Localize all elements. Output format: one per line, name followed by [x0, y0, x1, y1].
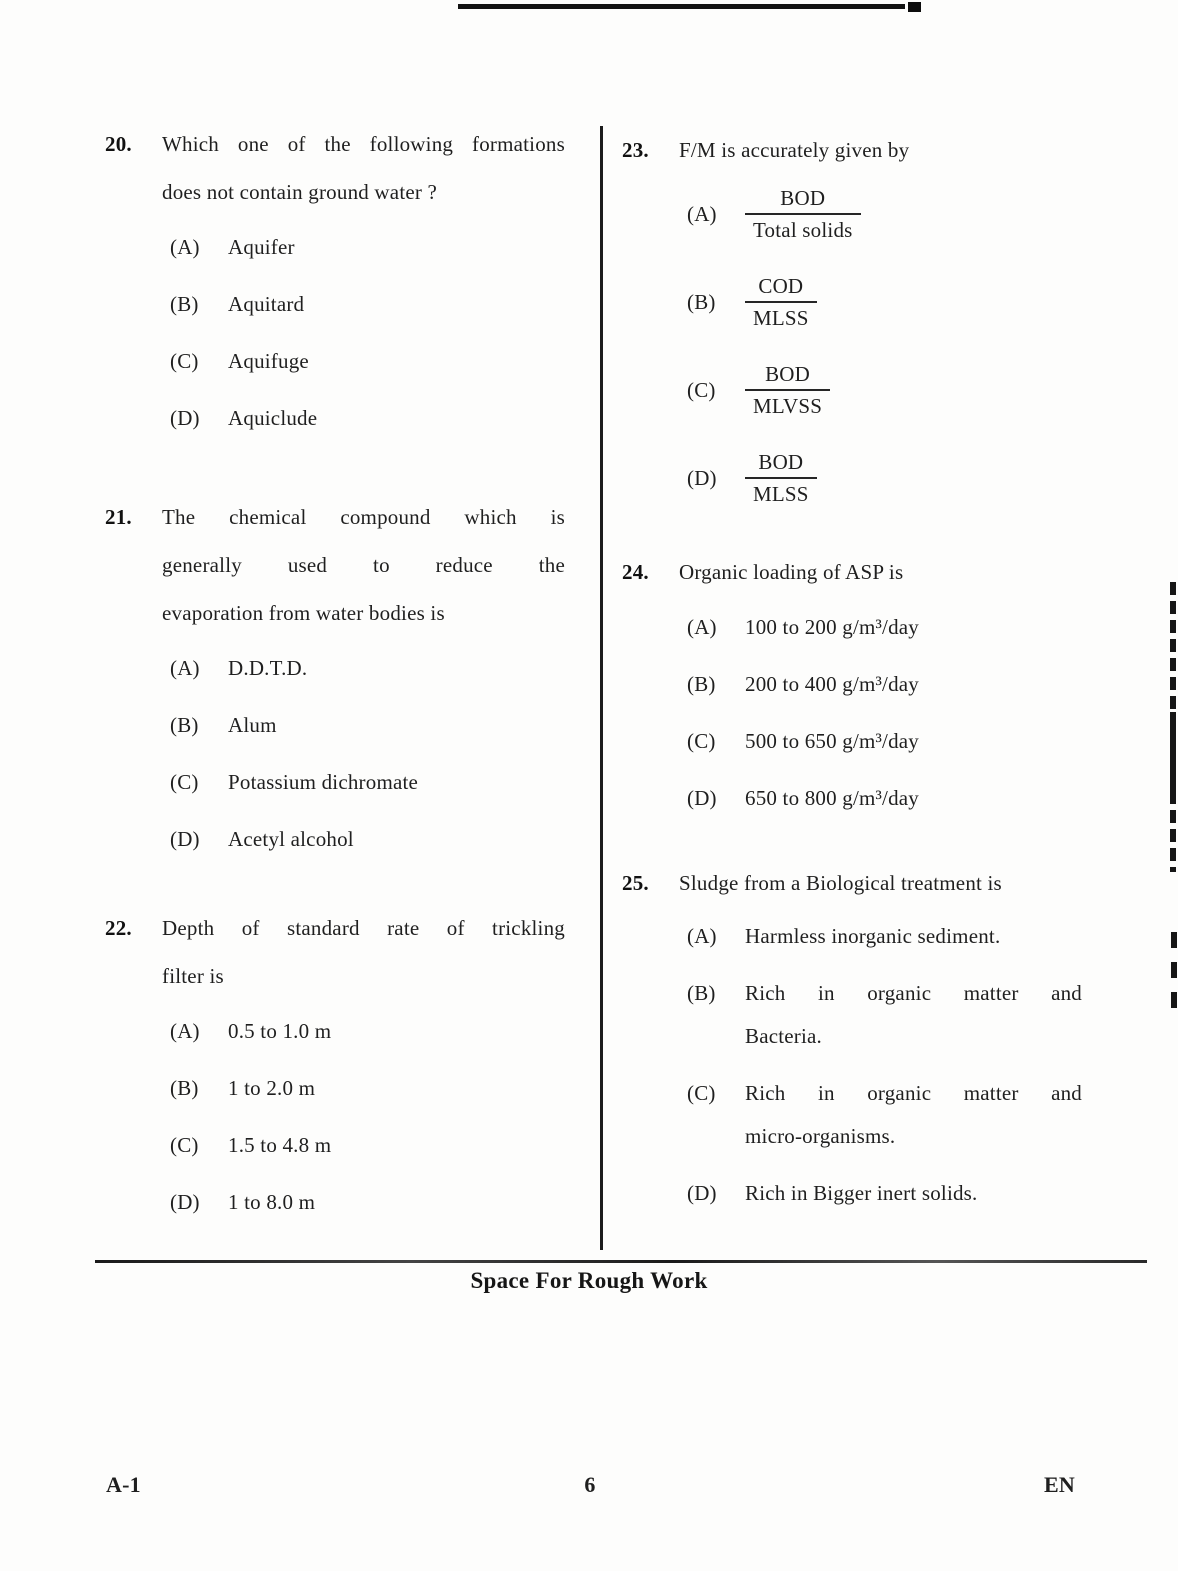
question-text-line: Which one of the following formations	[162, 132, 565, 156]
option-label: (A)	[687, 615, 717, 639]
option-label: (C)	[687, 729, 716, 753]
question-text-line: evaporation from water bodies is	[162, 601, 445, 625]
question-text-line: F/M is accurately given by	[679, 138, 910, 162]
fraction-denominator: MLSS	[753, 306, 809, 330]
option-a	[170, 1010, 565, 1053]
options-list	[170, 1010, 565, 1224]
question-text-line: The chemical compound which is	[162, 505, 565, 529]
option-text-line: Rich in organic matter and	[745, 1081, 1082, 1105]
option-text-line: micro-organisms.	[745, 1124, 896, 1148]
rough-work-divider-line	[95, 1260, 1147, 1263]
column-divider-line	[600, 126, 603, 1250]
option-d	[687, 448, 1082, 508]
option-label: (A)	[170, 235, 200, 259]
question-number: 23.	[622, 138, 649, 162]
question-number: 24.	[622, 560, 649, 584]
option-label: (C)	[170, 770, 199, 794]
question-text-line: Sludge from a Biological treatment is	[679, 871, 1002, 895]
question-number: 22.	[105, 916, 132, 940]
right-column	[622, 126, 1082, 1229]
option-label: (A)	[687, 924, 717, 948]
option-label: (D)	[687, 786, 717, 810]
fraction-bar	[745, 301, 817, 303]
fraction-denominator: Total solids	[753, 218, 853, 242]
question-25	[622, 859, 1082, 1215]
option-c	[170, 1124, 565, 1167]
option-d	[170, 818, 565, 861]
scan-artifact-top-mark	[908, 2, 921, 12]
option-text: Aquifuge	[228, 349, 309, 373]
option-c	[687, 360, 1082, 420]
option-b	[170, 704, 565, 747]
question-24	[622, 548, 1082, 820]
option-label: (B)	[170, 713, 199, 737]
option-label: (C)	[170, 349, 199, 373]
option-b	[170, 283, 565, 326]
option-d	[170, 397, 565, 440]
option-d	[687, 1172, 1082, 1215]
fraction	[745, 360, 830, 420]
option-a	[170, 647, 565, 690]
option-c	[170, 761, 565, 804]
option-text: Harmless inorganic sediment.	[745, 924, 1001, 948]
fraction-bar	[745, 213, 861, 215]
options-list	[170, 647, 565, 861]
question-22	[105, 904, 565, 1224]
question-number: 20.	[105, 132, 132, 156]
fraction	[745, 184, 861, 244]
option-label: (A)	[170, 656, 200, 680]
option-label: (D)	[170, 1190, 200, 1214]
option-text: 1 to 2.0 m	[228, 1076, 316, 1100]
option-text: Potassium dichromate	[228, 770, 419, 794]
option-text-line: Rich in organic matter and	[745, 981, 1082, 1005]
option-text: Alum	[228, 713, 277, 737]
option-text: 200 to 400 g/m³/day	[745, 672, 920, 696]
option-a	[170, 226, 565, 269]
question-text-line: Organic loading of ASP is	[679, 560, 904, 584]
option-a	[687, 606, 1082, 649]
option-text: 650 to 800 g/m³/day	[745, 786, 920, 810]
option-label: (B)	[687, 289, 716, 314]
option-a	[687, 184, 1082, 244]
option-b	[687, 663, 1082, 706]
option-d	[170, 1181, 565, 1224]
question-text-line: filter is	[162, 964, 224, 988]
question-number: 25.	[622, 871, 649, 895]
option-text: Aquiclude	[228, 406, 318, 430]
options-list	[687, 915, 1082, 1215]
fraction-bar	[745, 389, 830, 391]
fraction	[745, 448, 817, 508]
option-text: Acetyl alcohol	[228, 827, 354, 851]
question-text-line: does not contain ground water ?	[162, 180, 438, 204]
option-label: (A)	[687, 201, 717, 226]
option-a	[687, 915, 1082, 958]
options-list	[170, 226, 565, 440]
option-label: (B)	[687, 981, 716, 1005]
option-text: 1 to 8.0 m	[228, 1190, 316, 1214]
language-code: EN	[1044, 1472, 1075, 1497]
question-21	[105, 493, 565, 861]
option-text: 1.5 to 4.8 m	[228, 1133, 332, 1157]
left-column	[105, 120, 565, 1238]
option-c	[170, 340, 565, 383]
option-label: (A)	[170, 1019, 200, 1043]
option-label: (B)	[687, 672, 716, 696]
fraction-numerator: BOD	[758, 450, 804, 474]
option-c	[687, 720, 1082, 763]
option-text: Rich in Bigger inert solids.	[745, 1181, 978, 1205]
scan-artifact-edge-dashes	[1171, 932, 1177, 1014]
fraction-denominator: MLSS	[753, 482, 809, 506]
fraction	[745, 272, 817, 332]
scan-artifact-top-line	[458, 4, 905, 9]
option-label: (D)	[170, 827, 200, 851]
fraction-numerator: BOD	[765, 362, 811, 386]
option-text: Aquifer	[228, 235, 295, 259]
page-number: 6	[584, 1472, 596, 1497]
options-list	[687, 606, 1082, 820]
option-label: (C)	[170, 1133, 199, 1157]
option-label: (C)	[687, 1081, 716, 1105]
question-23	[622, 126, 1082, 508]
option-d	[687, 777, 1082, 820]
scan-artifact-edge-line	[1170, 712, 1176, 796]
option-b	[687, 272, 1082, 332]
option-text: 0.5 to 1.0 m	[228, 1019, 332, 1043]
fraction-denominator: MLVSS	[753, 394, 823, 418]
question-20	[105, 120, 565, 440]
option-label: (D)	[687, 465, 717, 490]
rough-work-label: Space For Rough Work	[470, 1268, 708, 1293]
option-text: D.D.T.D.	[228, 656, 308, 680]
option-text: 100 to 200 g/m³/day	[745, 615, 920, 639]
options-list	[687, 184, 1082, 508]
question-number: 21.	[105, 505, 132, 529]
option-label: (B)	[170, 1076, 199, 1100]
fraction-numerator: BOD	[780, 186, 826, 210]
question-text-line: generally used to reduce the	[162, 553, 565, 577]
option-label: (D)	[170, 406, 200, 430]
option-b	[170, 1067, 565, 1110]
option-text-line: Bacteria.	[745, 1024, 823, 1048]
question-text-line: Depth of standard rate of trickling	[162, 916, 565, 940]
booklet-code: A-1	[106, 1472, 141, 1497]
fraction-bar	[745, 477, 817, 479]
option-text: 500 to 650 g/m³/day	[745, 729, 920, 753]
option-c	[687, 1072, 1082, 1158]
option-label: (C)	[687, 377, 716, 402]
option-text: Aquitard	[228, 292, 305, 316]
option-b	[687, 972, 1082, 1058]
option-label: (B)	[170, 292, 199, 316]
fraction-numerator: COD	[758, 274, 804, 298]
option-label: (D)	[687, 1181, 717, 1205]
